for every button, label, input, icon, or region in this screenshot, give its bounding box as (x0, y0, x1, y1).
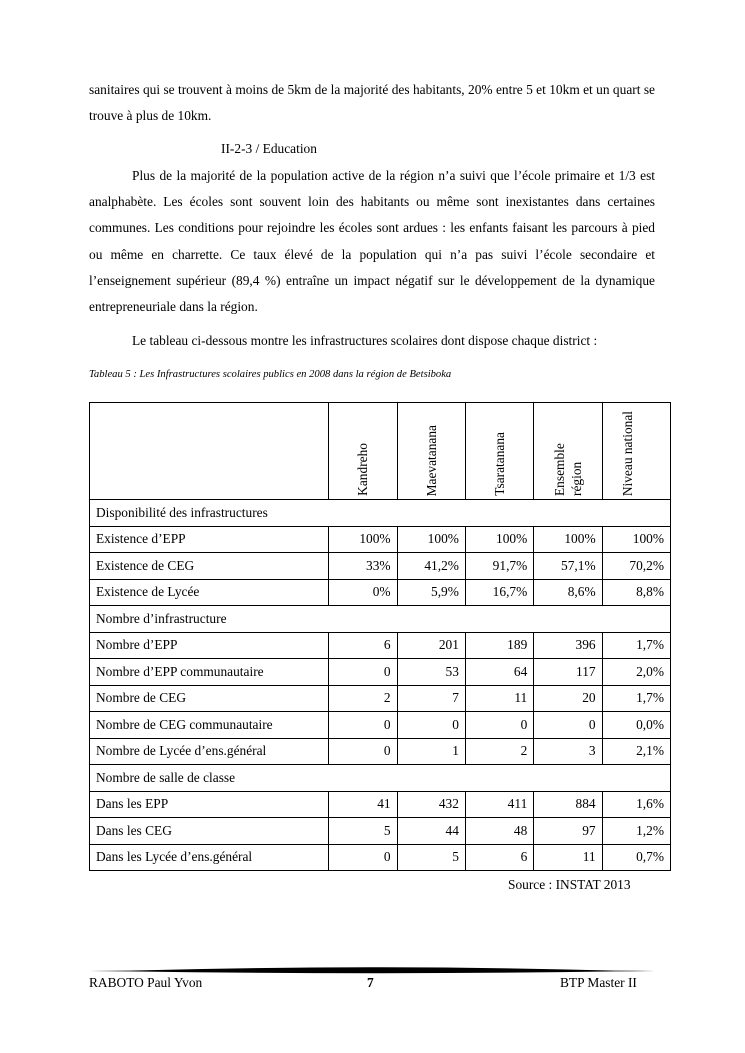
table-cell: 5,9% (397, 579, 465, 606)
table-header-corner (90, 403, 329, 500)
table-cell: 97 (534, 818, 602, 845)
table-row-label: Existence de CEG (90, 553, 329, 580)
table-cell: 3 (534, 738, 602, 765)
infrastructure-table (89, 402, 671, 871)
paragraph-table-intro: Le tableau ci-dessous montre les infrastructures scolaires dont dispose chaque district : (132, 333, 598, 348)
table-row (90, 579, 671, 606)
table-cell: 2 (465, 738, 533, 765)
table-cell: 189 (465, 632, 533, 659)
footer-author: RABOTO Paul Yvon (89, 975, 203, 990)
table-cell: 8,6% (534, 579, 602, 606)
table-row (90, 844, 671, 871)
table-cell: 91,7% (465, 553, 533, 580)
section-heading-education: II-2-3 / Education (221, 141, 317, 156)
table-cell: 16,7% (465, 579, 533, 606)
table-cell: 7 (397, 685, 465, 712)
table-row-label: Dans les CEG (90, 818, 329, 845)
table-row-label: Existence de Lycée (90, 579, 329, 606)
table-cell: 1,7% (602, 685, 670, 712)
table-cell: 100% (465, 526, 533, 553)
table-cell: 5 (329, 818, 397, 845)
table-cell: 0,0% (602, 712, 670, 739)
table-cell: 44 (397, 818, 465, 845)
table-cell: 2,0% (602, 659, 670, 686)
table-cell: 6 (465, 844, 533, 871)
table-row (90, 659, 671, 686)
table-cell: 64 (465, 659, 533, 686)
table-cell: 884 (534, 791, 602, 818)
table-row-label: Nombre d’EPP (90, 632, 329, 659)
table-cell: 0,7% (602, 844, 670, 871)
table-section-row (90, 606, 671, 633)
table-section-row (90, 765, 671, 792)
table-cell: 201 (397, 632, 465, 659)
table-cell: 100% (397, 526, 465, 553)
table-row (90, 685, 671, 712)
table-row (90, 738, 671, 765)
column-header-ensemble-region: Ensemble région (534, 403, 602, 500)
table-section-title: Disponibilité des infrastructures (90, 500, 671, 527)
table-cell: 6 (329, 632, 397, 659)
table-cell: 11 (534, 844, 602, 871)
table-cell: 0 (397, 712, 465, 739)
footer-divider (89, 962, 655, 976)
column-header-kandreho: Kandreho (329, 403, 397, 500)
table-row (90, 632, 671, 659)
table-row (90, 791, 671, 818)
table-cell: 5 (397, 844, 465, 871)
table-cell: 48 (465, 818, 533, 845)
table-row (90, 712, 671, 739)
table-cell: 396 (534, 632, 602, 659)
table-row-label: Dans les EPP (90, 791, 329, 818)
table-body (90, 500, 671, 871)
table-row-label: Dans les Lycée d’ens.général (90, 844, 329, 871)
table-cell: 1,7% (602, 632, 670, 659)
table-cell: 432 (397, 791, 465, 818)
table-caption: Tableau 5 : Les Infrastructures scolaires publics en 2008 dans la région de Betsiboka (89, 369, 452, 380)
table-row-label: Nombre de Lycée d’ens.général (90, 738, 329, 765)
table-cell: 0 (465, 712, 533, 739)
table-header-row (90, 403, 671, 500)
column-header-tsaratanana: Tsaratanana (465, 403, 533, 500)
table-cell: 57,1% (534, 553, 602, 580)
table-row-label: Existence d’EPP (90, 526, 329, 553)
table-cell: 2,1% (602, 738, 670, 765)
table-cell: 117 (534, 659, 602, 686)
paragraph-sanitaires: sanitaires qui se trouvent à moins de 5km de la majorité des habitants, 20% entre 5 et 10km et un quart se trouve à plus de 10km. (89, 82, 655, 124)
table-cell: 2 (329, 685, 397, 712)
table-section-row (90, 500, 671, 527)
table-cell: 53 (397, 659, 465, 686)
footer-page-number: 7 (367, 975, 374, 990)
table-cell: 0 (329, 712, 397, 739)
column-header-maevatanana: Maevatanana (397, 403, 465, 500)
table-cell: 8,8% (602, 579, 670, 606)
table-row (90, 818, 671, 845)
table-row-label: Nombre de CEG communautaire (90, 712, 329, 739)
table-cell: 70,2% (602, 553, 670, 580)
paragraph-education: Plus de la majorité de la population active de la région n’a suivi que l’école primaire et 1/3 est analphabète. Les écoles sont souvent loin des habitants ou même sont inexistantes dans certaines communes. Les conditions pour rejoindre les écoles sont ardues : les enfants faisant les parcours à pied ou même en charrette. Ce taux élevé de la population qui n’a pas suivi l’école secondaire et l’enseignement supérieur (89,4 %) entraîne un impact négatif sur le développement de la dynamique entrepreneuriale dans la région. (89, 168, 655, 315)
footer-course: BTP Master II (560, 975, 637, 990)
table-cell: 0% (329, 579, 397, 606)
table-cell: 41,2% (397, 553, 465, 580)
table-cell: 0 (329, 738, 397, 765)
table-cell: 41 (329, 791, 397, 818)
table-cell: 1 (397, 738, 465, 765)
table-cell: 1,2% (602, 818, 670, 845)
table-cell: 20 (534, 685, 602, 712)
table-section-title: Nombre d’infrastructure (90, 606, 671, 633)
table-row (90, 526, 671, 553)
table-row-label: Nombre d’EPP communautaire (90, 659, 329, 686)
table-cell: 11 (465, 685, 533, 712)
table-cell: 411 (465, 791, 533, 818)
table-cell: 1,6% (602, 791, 670, 818)
table-cell: 0 (329, 659, 397, 686)
table-cell: 33% (329, 553, 397, 580)
table-section-title: Nombre de salle de classe (90, 765, 671, 792)
table-cell: 100% (602, 526, 670, 553)
table-row (90, 553, 671, 580)
table-row-label: Nombre de CEG (90, 685, 329, 712)
table-source: Source : INSTAT 2013 (508, 877, 631, 892)
column-header-niveau-national: Niveau national (602, 403, 670, 500)
table-cell: 0 (329, 844, 397, 871)
table-cell: 100% (534, 526, 602, 553)
table-cell: 0 (534, 712, 602, 739)
table-cell: 100% (329, 526, 397, 553)
